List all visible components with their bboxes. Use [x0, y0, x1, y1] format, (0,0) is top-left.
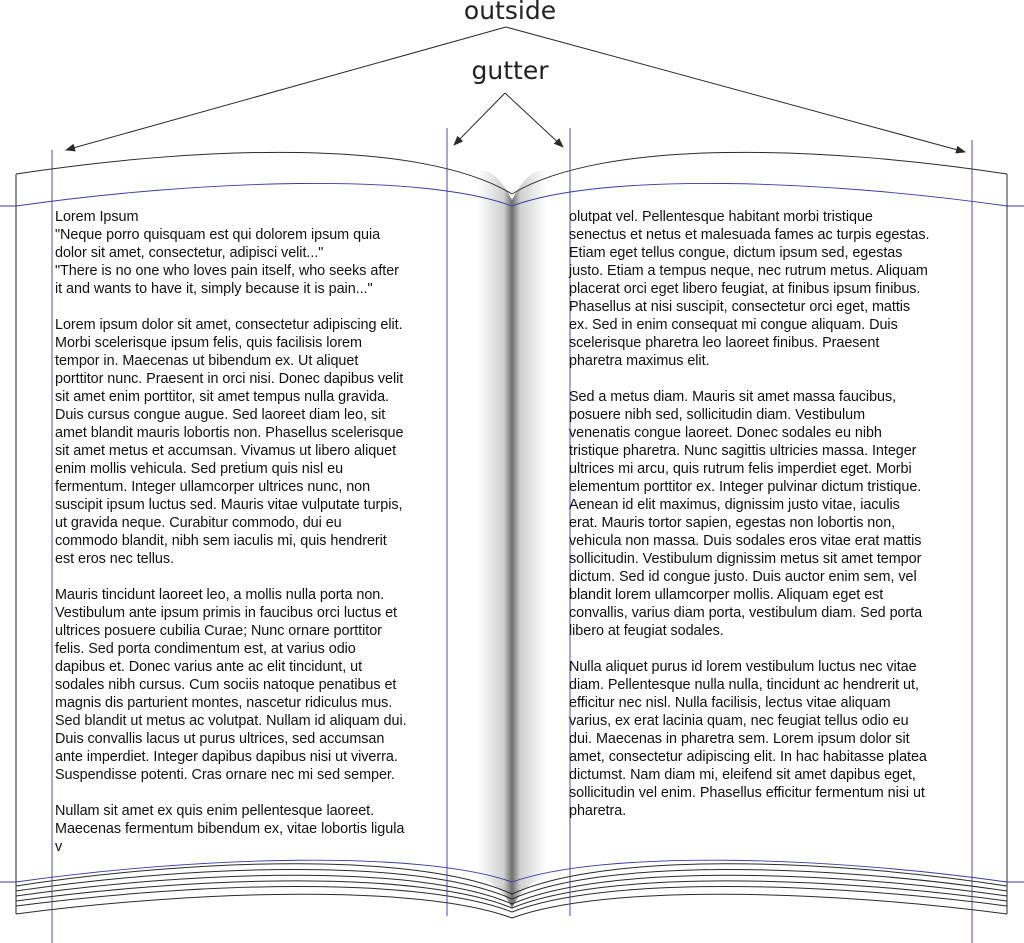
text-line: est eros nec tellus. — [55, 551, 174, 567]
text-line: felis. Sed porta condimentum est, at varius odio — [55, 641, 356, 657]
outside-arrow-right — [506, 27, 965, 152]
text-line: commodo blandit, nibh sem iaculis mi, quis hendrerit — [55, 533, 387, 549]
text-line: libero at feugiat sodales. — [569, 623, 724, 639]
outside-arrow-left — [66, 27, 506, 150]
text-line: Etiam eget tellus congue, dictum ipsum sed, egestas — [569, 245, 903, 261]
text-line: Nulla aliquet purus id lorem vestibulum luctus nec vitae — [569, 659, 917, 675]
paragraph — [569, 658, 977, 820]
text-line: placerat orci eget libero feugiat, at finibus ipsum finibus. — [569, 281, 921, 297]
text-line: diam. Pellentesque nulla nulla, tincidunt ac hendrerit ut, — [569, 677, 919, 693]
paragraph — [569, 388, 977, 640]
text-line: sollicitudin vel enim. Phasellus efficitur fermentum nisi ut — [569, 785, 925, 801]
text-line: Suspendisse potenti. Cras ornare nec mi sed semper. — [55, 767, 395, 783]
text-line: tempor in. Maecenas ut bibendum ex. Ut aliquet — [55, 353, 359, 369]
text-line: dictum. Sed id congue justo. Duis auctor enim sem, vel — [569, 569, 917, 585]
text-line: dapibus et. Donec varius ante ac elit tincidunt, ut — [55, 659, 363, 675]
text-line: it and wants to have it, simply because it is pain..." — [55, 281, 373, 297]
text-line: justo. Etiam a tempus neque, nec rutrum metus. Aliquam — [569, 263, 928, 279]
text-line: suscipit ipsum luctus sed. Mauris vitae vulputate turpis, — [55, 497, 403, 513]
text-line: dictumst. Nam diam mi, eleifend sit amet dapibus eget, — [569, 767, 916, 783]
text-line: dolor sit amet, consectetur, adipisci velit..." — [55, 245, 324, 261]
text-line: amet, consectetur adipiscing elit. In hac habitasse platea — [569, 749, 927, 765]
text-line: Mauris tincidunt laoreet leo, a mollis nulla porta non. — [55, 587, 385, 603]
text-line: amet blandit mauris lobortis non. Phasellus scelerisque — [55, 425, 404, 441]
text-line: Aenean id elit maximus, dignissim justo vitae, iaculis — [569, 497, 900, 513]
text-line: pharetra maximus elit. — [569, 353, 710, 369]
text-line: v — [55, 839, 63, 855]
text-line: sit amet enim porttitor, sit amet tempus nulla gravida. — [55, 389, 389, 405]
paragraph — [569, 208, 977, 370]
text-line: sit amet metus et accumsan. Vivamus ut libero aliquet — [55, 443, 397, 459]
text-line: magnis dis parturient montes, nascetur ridiculus mus. — [55, 695, 393, 711]
text-line: senectus et netus et malesuada fames ac turpis egestas. — [569, 227, 930, 243]
text-line: olutpat vel. Pellentesque habitant morbi tristique — [569, 209, 873, 225]
text-line: vehicula non massa. Duis sodales eros vitae erat mattis — [569, 533, 922, 549]
right-page-text — [569, 208, 977, 820]
gutter-shadow — [478, 170, 546, 908]
paragraph — [55, 316, 451, 568]
annotation-arrows — [66, 27, 965, 152]
paragraph — [55, 208, 451, 298]
text-line: porttitor nunc. Praesent in orci nisi. Donec dapibus velit — [55, 371, 404, 387]
text-line: Phasellus at nisi suscipit, consectetur orci eget, mattis — [569, 299, 911, 315]
text-line: Lorem ipsum dolor sit amet, consectetur adipiscing elit. — [55, 317, 403, 333]
paragraph — [55, 586, 451, 784]
text-line: sollicitudin. Vestibulum dignissim metus sit amet tempor — [569, 551, 922, 567]
text-line: ut gravida neque. Curabitur commodo, dui eu — [55, 515, 342, 531]
text-line: Sed a metus diam. Mauris sit amet massa faucibus, — [569, 389, 897, 405]
left-page-text — [55, 208, 451, 856]
text-line: Sed blandit ut metus ac volutpat. Nullam id aliquam dui. — [55, 713, 407, 729]
text-line: "There is no one who loves pain itself, who seeks after — [55, 263, 399, 279]
text-line: ante imperdiet. Integer dapibus dapibus nisi ut viverra. — [55, 749, 398, 765]
text-line: ex. Sed in enim consequat mi congue aliquam. Duis — [569, 317, 898, 333]
text-line: enim mollis vehicula. Sed pretium quis nisl eu — [55, 461, 344, 477]
text-line: Duis cursus congue augue. Sed laoreet diam leo, sit — [55, 407, 386, 423]
text-line: tristique pharetra. Nunc sagittis ultricies massa. Integer — [569, 443, 917, 459]
paragraph — [55, 802, 451, 856]
text-line: posuere nibh sed, sollicitudin diam. Vestibulum — [569, 407, 866, 423]
text-line: elementum porttitor ex. Integer pulvinar dictum tristique. — [569, 479, 922, 495]
text-line: dui. Maecenas in pharetra sem. Lorem ipsum dolor sit — [569, 731, 910, 747]
text-line: "Neque porro quisquam est qui dolorem ipsum quia — [55, 227, 381, 243]
text-line: venenatis congue laoreet. Donec sodales eu nibh — [569, 425, 882, 441]
text-line: ultrices posuere cubilia Curae; Nunc ornare porttitor — [55, 623, 382, 639]
text-line: scelerisque pharetra leo laoreet finibus. Praesent — [569, 335, 880, 351]
text-line: sodales nibh cursus. Cum sociis natoque penatibus et — [55, 677, 397, 693]
gutter-label: gutter — [471, 56, 549, 85]
text-line: Morbi scelerisque ipsum felis, quis facilisis lorem — [55, 335, 362, 351]
text-line: Nullam sit amet ex quis enim pellentesque laoreet. — [55, 803, 375, 819]
text-line: erat. Mauris tortor sapien, egestas non lobortis non, — [569, 515, 896, 531]
text-line: efficitur nec nisl. Nulla facilisis, lectus vitae aliquam — [569, 695, 891, 711]
text-line: fermentum. Integer ullamcorper ultrices nunc, non — [55, 479, 371, 495]
text-line: Vestibulum ante ipsum primis in faucibus orci luctus et — [55, 605, 397, 621]
text-line: convallis, varius diam porta, vestibulum diam. Sed porta — [569, 605, 923, 621]
text-line: pharetra. — [569, 803, 627, 819]
text-line: blandit lorem ullamcorper mollis. Aliquam eget est — [569, 587, 884, 603]
outside-label: outside — [463, 0, 557, 25]
text-line: varius, ex erat lacinia quam, nec feugiat tellus odio eu — [569, 713, 909, 729]
text-line: Duis convallis lacus ut purus ultrices, sed accumsan — [55, 731, 385, 747]
gutter-arrow-right — [505, 93, 563, 147]
text-line: Lorem Ipsum — [55, 209, 139, 225]
gutter-arrow-left — [454, 93, 505, 145]
text-line: Maecenas fermentum bibendum ex, vitae lobortis ligula — [55, 821, 405, 837]
text-line: ultrices mi arcu, quis rutrum felis imperdiet eget. Morbi — [569, 461, 912, 477]
